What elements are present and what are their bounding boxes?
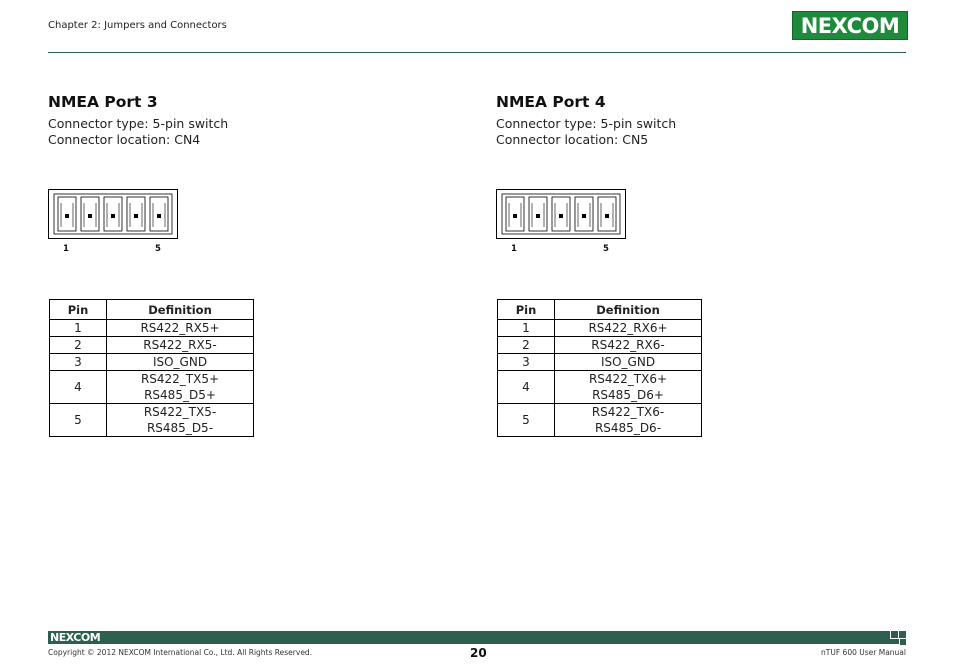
header-pin: Pin [50,300,107,320]
footer-nexcom-logo: NEXCOM [50,631,101,644]
copyright-text: Copyright © 2012 NEXCOM International Co., Ltd. All Rights Reserved. [48,648,313,657]
section-title: NMEA Port 3 [48,93,158,111]
table-row [498,354,702,371]
header-definition: Definition [107,300,254,320]
pin-table-cn5 [497,299,702,437]
definition-cell: ISO_GND [555,354,702,371]
pin-label-first: 1 [63,244,69,254]
connector-type: Connector type: 5-pin switch [496,116,677,131]
pin-cell: 1 [50,320,107,337]
pin-label-last: 5 [603,244,609,254]
manual-title: nTUF 600 User Manual [821,648,906,657]
footer-square-icon [899,638,907,646]
table-row [50,371,254,404]
connector-cn4-diagram [48,189,178,239]
pin-cell: 4 [50,371,107,404]
definition-line: RS422_TX5+ [140,372,220,386]
section-nmea-port-4 [496,92,676,148]
footer-bar [48,631,906,644]
footer-square-icon [890,630,899,639]
connector-cn5-diagram [496,189,626,239]
table-row [498,337,702,354]
definition-line: RS485_D6- [594,421,662,435]
definition-cell [555,404,702,437]
pin-slots [506,197,616,231]
definition-cell: RS422_RX6- [555,337,702,354]
pin-cell: 2 [50,337,107,354]
section-nmea-port-3 [48,92,228,148]
header-divider [48,52,906,53]
pin-cell: 2 [498,337,555,354]
definition-line: RS422_TX5- [143,405,217,419]
table-row [498,371,702,404]
definition-cell [107,371,254,404]
pin-cell: 3 [50,354,107,371]
definition-line: RS485_D5+ [144,388,216,402]
table-row [498,320,702,337]
definition-cell: RS422_RX5+ [107,320,254,337]
definition-cell: ISO_GND [107,354,254,371]
section-title: NMEA Port 4 [496,93,606,111]
pin-cell: 5 [50,404,107,437]
pin-cell: 4 [498,371,555,404]
table-row [498,404,702,437]
pin-label-first: 1 [511,244,517,254]
definition-line: RS485_D6+ [592,388,664,402]
header-pin: Pin [498,300,555,320]
definition-cell: RS422_RX6+ [555,320,702,337]
pin-table-cn4 [49,299,254,437]
definition-cell [107,404,254,437]
pin-slots [58,197,168,231]
chapter-title: Chapter 2: Jumpers and Connectors [48,20,227,31]
definition-line: RS422_TX6+ [588,372,668,386]
definition-cell [555,371,702,404]
table-row [50,320,254,337]
pin-cell: 1 [498,320,555,337]
page-number: 20 [470,646,487,660]
table-row [50,404,254,437]
connector-type: Connector type: 5-pin switch [48,116,229,131]
connector-location: Connector location: CN5 [496,132,649,147]
pin-label-last: 5 [155,244,161,254]
table-row [50,354,254,371]
nexcom-logo: NEXCOM [792,11,908,40]
definition-cell: RS422_RX5- [107,337,254,354]
connector-location: Connector location: CN4 [48,132,201,147]
pin-cell: 3 [498,354,555,371]
definition-line: RS422_TX6- [591,405,665,419]
table-row [50,337,254,354]
header-definition: Definition [555,300,702,320]
definition-line: RS485_D5- [146,421,214,435]
pin-cell: 5 [498,404,555,437]
